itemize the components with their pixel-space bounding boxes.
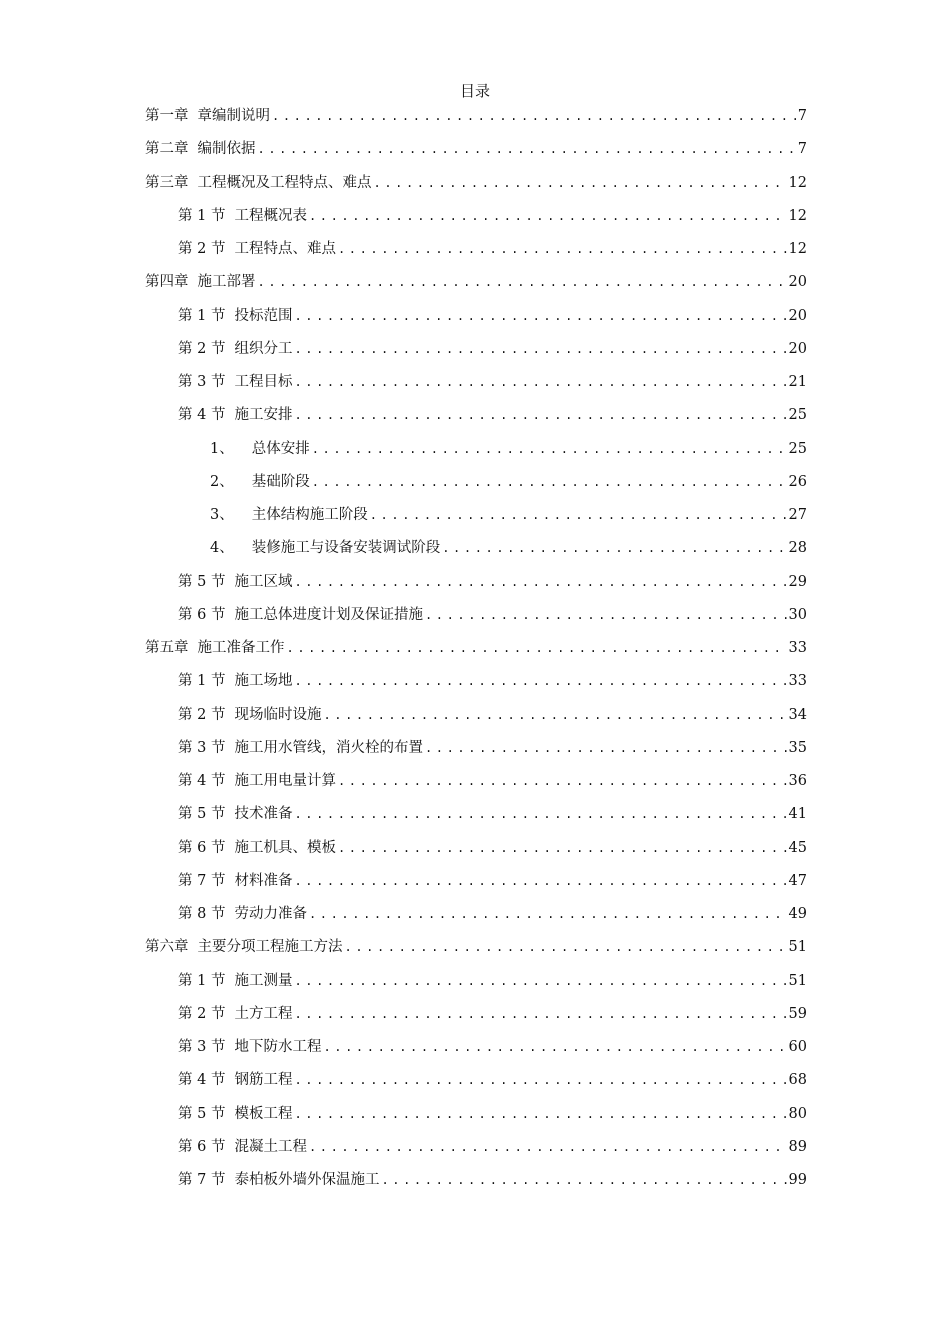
toc-entry[interactable] <box>145 604 807 637</box>
toc-entry-page: 7 <box>797 141 807 158</box>
toc-entry[interactable] <box>145 1003 807 1036</box>
toc-entry[interactable] <box>145 837 807 870</box>
toc-entry-title <box>145 271 256 293</box>
toc-entry-title <box>178 604 423 626</box>
toc-entry-number: 第 5 节 <box>178 573 226 590</box>
dot-leader <box>294 571 786 593</box>
dot-leader <box>294 404 786 426</box>
toc-entry-page: 51 <box>788 972 807 989</box>
toc-entry-text: 基础阶段 <box>251 473 310 490</box>
toc-entry-title <box>178 903 307 925</box>
dot-leader <box>309 1136 787 1158</box>
toc-entry-text: 主体结构施工阶段 <box>251 507 368 523</box>
toc-entry[interactable] <box>145 637 807 670</box>
toc-entry-number: 第五章 <box>145 640 189 656</box>
toc-entry-page: 7 <box>797 108 807 124</box>
toc-entry-text: 现场临时设施 <box>234 706 322 723</box>
dot-leader <box>294 803 786 825</box>
toc-entry-text: 施工区域 <box>234 573 293 590</box>
toc-entry-text: 工程目标 <box>234 374 293 390</box>
dot-leader <box>294 338 786 360</box>
toc-entry-number: 第 6 节 <box>178 1138 226 1155</box>
dot-leader <box>309 903 787 925</box>
toc-entry[interactable] <box>145 770 807 803</box>
toc-entry-title <box>145 936 343 958</box>
toc-entry-title <box>178 1136 307 1158</box>
toc-entry-text: 装修施工与设备安装调试阶段 <box>251 540 441 557</box>
toc-entry[interactable] <box>145 271 807 304</box>
toc-entry-number: 4、 <box>210 540 234 557</box>
toc-entry-number: 第三章 <box>145 174 189 191</box>
toc-entry-text: 施工机具、模板 <box>234 839 336 856</box>
toc-entry-page: 33 <box>788 673 807 690</box>
toc-entry-text: 施工用电量计算 <box>234 773 336 789</box>
toc-entry-title <box>178 1036 321 1058</box>
toc-entry-text: 施工部署 <box>197 274 256 291</box>
toc-entry-number: 第 2 节 <box>178 706 226 723</box>
toc-entry-number: 第 7 节 <box>178 872 226 889</box>
toc-entry[interactable] <box>145 936 807 969</box>
toc-entry[interactable] <box>145 704 807 737</box>
toc-entry-number: 第四章 <box>145 274 189 291</box>
toc-entry-page: 35 <box>788 739 807 756</box>
toc-entry-text: 地下防水工程 <box>234 1039 322 1055</box>
toc-entry-title <box>210 504 368 526</box>
toc-entry-text: 土方工程 <box>234 1005 293 1022</box>
toc-entry[interactable] <box>145 338 807 371</box>
toc-entry-title <box>178 770 336 792</box>
toc-entry[interactable] <box>145 438 807 471</box>
dot-leader <box>294 1103 786 1125</box>
toc-entry-text: 工程特点、难点 <box>234 241 336 257</box>
dot-leader <box>323 1036 786 1058</box>
toc-entry-title <box>210 471 310 493</box>
toc-entry-text: 模板工程 <box>234 1105 293 1122</box>
toc-entry-text: 施工用水管线，消火栓的布置 <box>234 739 423 756</box>
toc-entry[interactable] <box>145 205 807 238</box>
toc-entry[interactable] <box>145 537 807 570</box>
toc-entry-page: 45 <box>788 839 807 856</box>
toc-entry[interactable] <box>145 305 807 338</box>
toc-entry-page: 12 <box>788 174 807 191</box>
toc-entry-title <box>178 737 423 759</box>
toc-entry-page: 30 <box>788 606 807 623</box>
toc-entry-title <box>178 1103 292 1125</box>
dot-leader <box>294 1069 786 1091</box>
toc-entry-number: 第 3 节 <box>178 374 226 390</box>
toc-entry-number: 第 5 节 <box>178 806 226 823</box>
toc-entry-number: 2、 <box>210 473 234 490</box>
toc-entry-text: 泰柏板外墙外保温施工 <box>234 1172 380 1188</box>
dot-leader <box>309 205 787 227</box>
toc-entry-text: 工程概况及工程特点、难点 <box>197 174 372 191</box>
toc-entry-page: 28 <box>788 540 807 557</box>
toc-entry-title <box>145 105 270 127</box>
toc-entry-text: 混凝土工程 <box>234 1138 307 1155</box>
dot-leader <box>345 936 787 958</box>
dot-leader <box>294 371 786 393</box>
toc-entry-title <box>178 1003 292 1025</box>
toc-entry-title <box>178 305 292 327</box>
toc-entry-text: 总体安排 <box>251 440 310 457</box>
toc-entry-text: 工程概况表 <box>234 207 307 224</box>
toc-entry[interactable] <box>145 105 807 138</box>
toc-entry-page: 12 <box>788 241 807 257</box>
toc-entry-number: 第 2 节 <box>178 340 226 357</box>
toc-entry-text: 施工场地 <box>234 673 293 690</box>
dot-leader <box>425 604 787 626</box>
toc-entry-title <box>178 670 292 692</box>
toc-entry-page: 26 <box>788 473 807 490</box>
dot-leader <box>425 737 787 759</box>
toc-entry[interactable] <box>145 571 807 604</box>
toc-entry-page: 59 <box>788 1005 807 1022</box>
toc-entry-text: 投标范围 <box>234 307 293 324</box>
toc-entry-page: 51 <box>788 939 807 956</box>
toc-entry-page: 25 <box>788 440 807 457</box>
toc-entry-number: 第 1 节 <box>178 207 226 224</box>
toc-entry[interactable] <box>145 1036 807 1069</box>
toc-entry[interactable] <box>145 803 807 836</box>
toc-entry-page: 99 <box>788 1172 807 1188</box>
toc-entry-text: 编制依据 <box>197 141 256 158</box>
toc-entry-page: 34 <box>788 706 807 723</box>
dot-leader <box>323 704 786 726</box>
toc-entry-number: 第 4 节 <box>178 773 226 789</box>
toc-entry-page: 12 <box>788 207 807 224</box>
dot-leader <box>294 305 786 327</box>
toc-entry-text: 章编制说明 <box>197 108 270 124</box>
dot-leader <box>294 870 786 892</box>
toc-entry[interactable] <box>145 504 807 537</box>
toc-entry-page: 89 <box>788 1138 807 1155</box>
toc-entry-page: 29 <box>788 573 807 590</box>
dot-leader <box>338 238 787 260</box>
dot-leader <box>312 438 787 460</box>
toc-entry-page: 21 <box>788 374 807 390</box>
toc-entry-page: 33 <box>788 640 807 656</box>
toc-entry-title <box>178 205 307 227</box>
dot-leader <box>294 670 786 692</box>
toc-entry-page: 47 <box>788 872 807 889</box>
toc-entry-title <box>178 970 292 992</box>
toc-entry-title <box>178 571 292 593</box>
table-of-contents <box>145 105 807 1202</box>
toc-entry[interactable] <box>145 1169 807 1202</box>
toc-entry[interactable] <box>145 172 807 205</box>
toc-entry-number: 第 5 节 <box>178 1105 226 1122</box>
toc-entry-number: 第一章 <box>145 108 189 124</box>
toc-entry-page: 49 <box>788 906 807 922</box>
toc-entry[interactable] <box>145 1069 807 1102</box>
toc-entry-page: 60 <box>788 1039 807 1055</box>
toc-entry-number: 第二章 <box>145 141 189 158</box>
toc-entry-page: 20 <box>788 307 807 324</box>
toc-entry-text: 材料准备 <box>234 872 293 889</box>
toc-entry-number: 第 1 节 <box>178 307 226 324</box>
toc-entry[interactable] <box>145 737 807 770</box>
toc-entry-number: 第 4 节 <box>178 407 226 424</box>
toc-entry-title <box>178 803 292 825</box>
toc-entry-number: 第 2 节 <box>178 241 226 257</box>
toc-entry-number: 第 2 节 <box>178 1005 226 1022</box>
toc-entry-number: 第 1 节 <box>178 972 226 989</box>
toc-entry-text: 劳动力准备 <box>234 906 307 922</box>
toc-entry-number: 第六章 <box>145 939 189 956</box>
toc-entry-page: 41 <box>788 806 807 823</box>
dot-leader <box>272 105 796 127</box>
toc-entry-number: 第 7 节 <box>178 1172 226 1188</box>
toc-entry[interactable] <box>145 970 807 1003</box>
dot-leader <box>287 637 787 659</box>
dot-leader <box>370 504 787 526</box>
toc-entry-title <box>178 870 292 892</box>
toc-entry-number: 第 4 节 <box>178 1072 226 1089</box>
toc-entry-page: 20 <box>788 274 807 291</box>
dot-leader <box>294 1003 786 1025</box>
dot-leader <box>374 172 787 194</box>
toc-entry-title <box>178 704 321 726</box>
toc-entry[interactable] <box>145 371 807 404</box>
toc-entry[interactable] <box>145 138 807 171</box>
toc-entry-page: 25 <box>788 407 807 424</box>
toc-entry-title <box>178 1169 379 1191</box>
toc-entry-text: 施工准备工作 <box>197 640 285 656</box>
toc-entry-text: 施工安排 <box>234 407 293 424</box>
dot-leader <box>258 271 787 293</box>
toc-entry-page: 27 <box>788 507 807 523</box>
dot-leader <box>381 1169 786 1191</box>
toc-entry-text: 施工测量 <box>234 972 293 989</box>
dot-leader <box>338 770 787 792</box>
toc-entry-text: 技术准备 <box>234 806 293 823</box>
toc-entry-number: 1、 <box>210 440 234 457</box>
toc-entry-number: 第 3 节 <box>178 1039 226 1055</box>
toc-entry[interactable] <box>145 1103 807 1136</box>
toc-entry-page: 80 <box>788 1105 807 1122</box>
dot-leader <box>442 537 786 559</box>
toc-entry-page: 20 <box>788 340 807 357</box>
toc-entry-number: 第 1 节 <box>178 673 226 690</box>
toc-entry-title <box>145 637 285 659</box>
toc-entry[interactable] <box>145 471 807 504</box>
toc-entry-page: 68 <box>788 1072 807 1089</box>
toc-entry-number: 第 8 节 <box>178 906 226 922</box>
toc-entry-title <box>178 238 336 260</box>
dot-leader <box>258 138 796 160</box>
toc-entry-number: 3、 <box>210 507 234 523</box>
toc-entry-text: 钢筋工程 <box>234 1072 293 1089</box>
toc-entry-title <box>145 172 372 194</box>
toc-entry-title <box>210 438 310 460</box>
toc-entry-number: 第 3 节 <box>178 739 226 756</box>
toc-entry-title <box>178 404 292 426</box>
toc-entry-text: 施工总体进度计划及保证措施 <box>234 606 423 623</box>
toc-entry-text: 主要分项工程施工方法 <box>197 939 343 956</box>
toc-entry[interactable] <box>145 903 807 936</box>
dot-leader <box>312 471 787 493</box>
page-title: 目录 <box>459 82 490 100</box>
toc-entry[interactable] <box>145 1136 807 1169</box>
toc-entry-number: 第 6 节 <box>178 606 226 623</box>
dot-leader <box>338 837 787 859</box>
toc-entry[interactable] <box>145 404 807 437</box>
toc-entry[interactable] <box>145 670 807 703</box>
toc-entry-title <box>145 138 256 160</box>
toc-entry-title <box>178 1069 292 1091</box>
toc-entry[interactable] <box>145 870 807 903</box>
toc-entry-text: 组织分工 <box>234 340 293 357</box>
toc-entry-title <box>178 338 292 360</box>
toc-entry-title <box>210 537 440 559</box>
toc-entry-title <box>178 837 336 859</box>
toc-entry-title <box>178 371 292 393</box>
toc-entry[interactable] <box>145 238 807 271</box>
toc-entry-page: 36 <box>788 773 807 789</box>
toc-entry-number: 第 6 节 <box>178 839 226 856</box>
dot-leader <box>294 970 786 992</box>
